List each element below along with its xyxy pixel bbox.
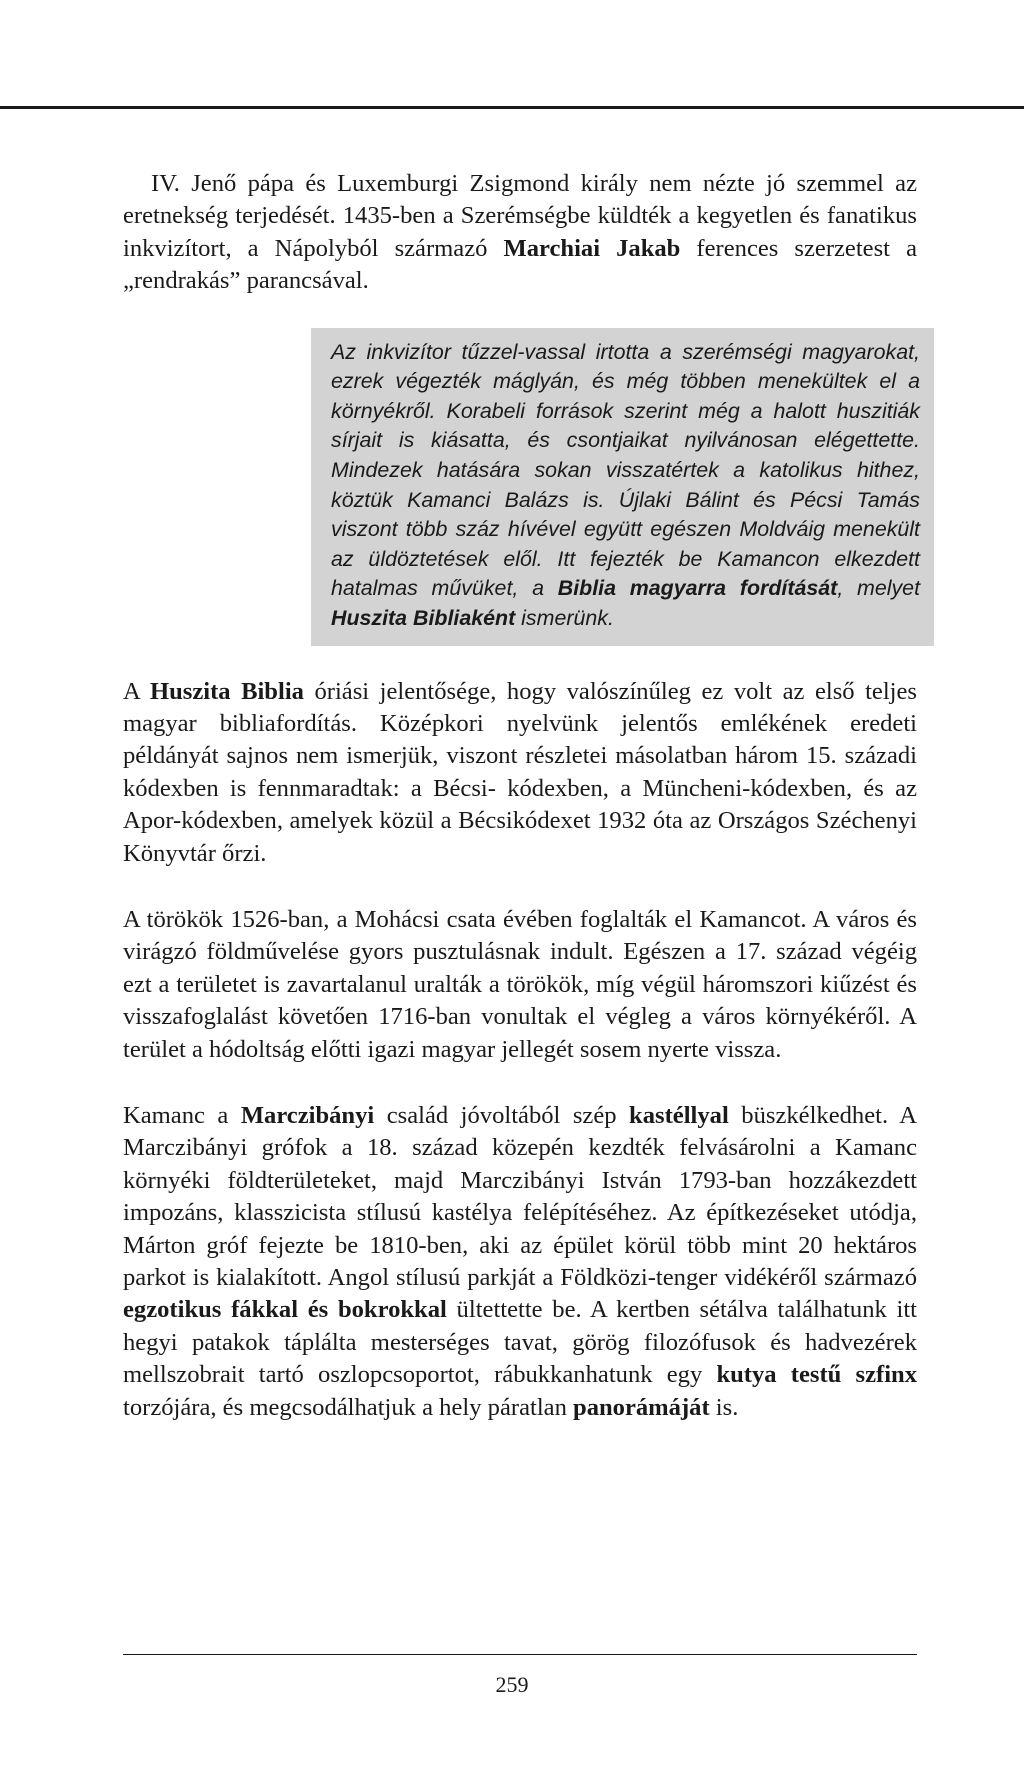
- text-run: , melyet: [837, 576, 921, 601]
- bold-term: Biblia magyarra fordítását: [557, 576, 838, 601]
- bold-term: egzotikus fákkal és bokrokkal: [123, 1296, 447, 1324]
- text-run: A: [123, 677, 150, 705]
- text-run: óriási jelentősége, hogy valószínűleg ez volt az első teljes magyar bibliafordítás. Középkori nyelvünk jelentős emlékének eredeti példányát sajnos nem ismerjük, viszont részletei másolatban három 15. századi kódexben is fennmaradtak: a Bécsi- kódexben, a Müncheni-kódexben, és az Apor-kódexben, amelyek közül a Bécsikódexet 1932 óta az Országos Széchenyi Könyvtár őrzi.: [123, 677, 917, 867]
- bold-term: panorámáját: [573, 1393, 710, 1421]
- text-run: IV. Jenő pápa és Luxemburgi Zsigmond király nem nézte jó szemmel az eretnekség terjedését. 1435-ben a Szerémségbe küldték a kegyetlen és fanatikus inkvizítort, a Nápolyból származó: [123, 170, 917, 262]
- page-number: 259: [495, 1672, 529, 1697]
- text-run: Kamanc a: [123, 1102, 241, 1130]
- text-run: is.: [709, 1393, 739, 1421]
- paragraph-inquisition: [123, 168, 917, 298]
- paragraph-hussite-bible: [123, 676, 917, 870]
- text-run: A törökök 1526-ban, a Mohácsi csata évében foglalták el Kamancot. A város és virágzó földművelése gyors pusztulásnak indult. Egészen a 17. század végéig ezt a területet is zavartalanul uralták a törökök, míg végül háromszori kiűzést és visszafoglalást követően 1716-ban vonultak el végleg a város környékéről. A terület a hódoltság előtti igazi magyar jellegét sosem nyerte vissza.: [123, 906, 917, 1063]
- bold-term: kutya testű szfinx: [716, 1361, 918, 1389]
- text-run: torzójára, és megcsodálhatjuk a hely páratlan: [123, 1393, 574, 1421]
- callout-box: [311, 328, 934, 646]
- footer-rule: [123, 1654, 917, 1655]
- bold-term: Marczibányi: [240, 1102, 375, 1130]
- callout-text: [331, 338, 920, 634]
- paragraph-ottoman-rule: [123, 904, 917, 1066]
- bold-term: Marchiai Jakab: [503, 234, 681, 262]
- bold-term: Huszita Bibliaként: [331, 605, 516, 630]
- text-run: büszkélkedhet. A Marczibányi grófok a 18. század közepén kezdték felvásárolni a Kamanc környéki földterületeket, majd Marczibányi István 1793-ban hozzákezdett impozáns, klasszicista stílusú kastélya felépítéséhez. Az építkezéseket utódja, Márton gróf fejezte be 1810-ben, aki az épület körül több mint 20 hektáros parkot is kialakított. Angol stílusú parkját a Földközi-tenger vidékéről származó: [123, 1102, 917, 1292]
- bold-term: kastéllyal: [629, 1102, 729, 1130]
- bold-term: Huszita Biblia: [149, 677, 304, 705]
- paragraph-marczibanyi-castle: [123, 1100, 917, 1424]
- page-body: [123, 168, 921, 1424]
- text-run: család jóvoltából szép: [374, 1102, 630, 1130]
- text-run: ültettette be. A kertben sétálva találhatunk itt hegyi patakok táplálta mesterséges tavat, görög filozófusok és hadvezérek mellszobrait tartó oszlopcsoportot, rábukkanhatunk egy: [123, 1296, 918, 1389]
- header-rule: [0, 106, 1024, 109]
- text-run: ismerünk.: [515, 605, 614, 630]
- text-run: Az inkvizítor tűzzel-vassal irtotta a szerémségi magyarokat, ezrek végezték máglyán, és még többen menekültek el a környékről. Korabeli források szerint még a halott huszitiák sírjait is kiásatta, és csontjaikat nyilvánosan elégettette. Mindezek hatására sokan visszatértek a katolikus hithez, köztük Kamanci Balázs is. Újlaki Bálint és Pécsi Tamás viszont több száz hívével együtt egészen Moldváig menekült az üldöztetések elől. Itt fejezték be Kamancon elkezdett hatalmas művüket, a: [331, 339, 920, 601]
- text-run: ferences szerzetest a „rendrakás” parancsával.: [123, 234, 917, 295]
